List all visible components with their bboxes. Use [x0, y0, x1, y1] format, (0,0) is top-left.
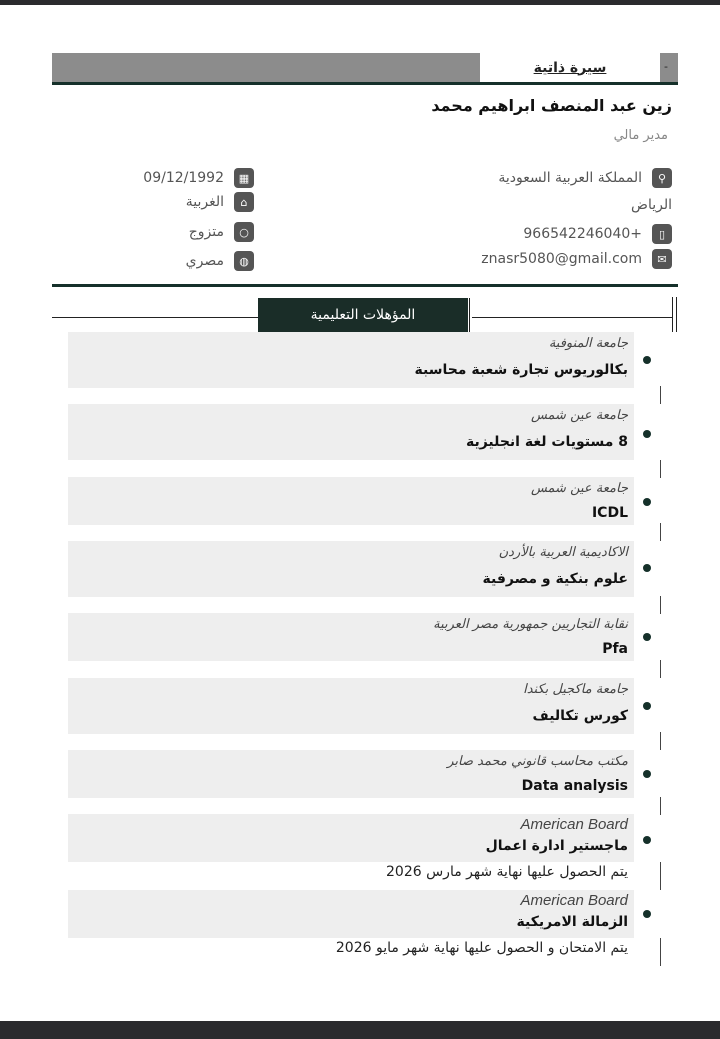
education-item [68, 890, 634, 938]
info-marital [189, 222, 254, 242]
institution: الاكاديمية العربية بالأردن [498, 545, 628, 560]
marital-text: متزوج [188, 224, 224, 240]
city-text: الرياض [631, 197, 672, 213]
email-text[interactable]: znasr5080@gmail.com [481, 251, 642, 267]
edu-line-left [52, 317, 258, 318]
bullet [643, 356, 651, 364]
nationality-text: مصري [185, 253, 224, 269]
email-icon: ✉ [652, 249, 672, 269]
degree: علوم بنكية و مصرفية [482, 571, 628, 587]
home-icon: ⌂ [234, 192, 254, 212]
degree: كورس تكاليف [532, 708, 628, 724]
bottom-border [0, 1021, 720, 1039]
info-city [631, 197, 672, 213]
bullet [643, 498, 651, 506]
country-text: المملكة العربية السعودية [498, 170, 642, 186]
edu-box-line [469, 298, 470, 332]
institution: جامعة المنوفية [548, 336, 628, 351]
timeline-tick [660, 523, 661, 541]
bullet [643, 770, 651, 778]
cv-title: سيرة ذاتية [533, 59, 607, 76]
edu-vbar [676, 297, 677, 332]
info-country [498, 168, 672, 188]
top-border [0, 0, 720, 5]
education-item [68, 678, 634, 734]
note: يتم الحصول عليها نهاية شهر مارس 2026 [386, 864, 628, 880]
institution: American Board [520, 816, 628, 833]
education-item [68, 750, 634, 798]
education-title: المؤهلات التعليمية [258, 298, 468, 332]
full-name: زين عبد المنصف ابراهيم محمد [431, 96, 672, 115]
info-email [481, 249, 672, 269]
location-pin-icon: ⚲ [652, 168, 672, 188]
degree: ICDL [591, 505, 628, 521]
institution: مكتب محاسب قانوني محمد صابر [447, 754, 628, 769]
timeline-tick [660, 938, 661, 966]
bullet [643, 430, 651, 438]
institution: جامعة عين شمس [530, 408, 628, 423]
education-item [68, 332, 634, 388]
institution: American Board [520, 892, 628, 909]
institution: نقابة التجاريين جمهورية مصر العربية [433, 617, 628, 632]
globe-icon: ◍ [234, 251, 254, 271]
region-text: الغربية [185, 194, 224, 210]
degree: Pfa [602, 641, 628, 657]
timeline-tick [660, 660, 661, 678]
bullet [643, 836, 651, 844]
education-item [68, 477, 634, 525]
phone-icon: ▯ [652, 224, 672, 244]
education-item [68, 541, 634, 597]
calendar-icon: ▦ [234, 168, 254, 188]
institution: جامعة عين شمس [530, 481, 628, 496]
timeline-tick [660, 797, 661, 815]
birthdate-text: 09/12/1992 [143, 170, 224, 186]
job-title: مدير مالي [613, 128, 668, 143]
education-item [68, 404, 634, 460]
ring-icon: ○ [234, 222, 254, 242]
degree: الزمالة الامريكية [516, 914, 628, 930]
bullet [643, 633, 651, 641]
bullet [643, 702, 651, 710]
info-phone [523, 224, 672, 244]
section-rule [52, 284, 678, 287]
phone-text: +966542246040 [523, 226, 642, 242]
timeline-tick [660, 460, 661, 478]
info-region [186, 192, 254, 212]
degree: بكالوريوس تجارة شعبة محاسبة [414, 362, 628, 378]
edu-line-right [472, 317, 672, 318]
header-label [480, 53, 660, 82]
note: يتم الامتحان و الحصول عليها نهاية شهر مايو 2026 [335, 940, 628, 956]
degree: 8 مستويات لغة انجليزية [465, 434, 628, 450]
info-nationality [186, 251, 254, 271]
degree: Data analysis [521, 778, 628, 794]
education-item [68, 613, 634, 661]
info-birthdate [143, 168, 254, 188]
timeline-tick [660, 596, 661, 614]
timeline-tick [660, 862, 661, 890]
header-rule [52, 82, 678, 85]
edu-vbar [672, 297, 673, 332]
timeline-tick [660, 386, 661, 404]
institution: جامعة ماكجيل بكندا [523, 682, 628, 697]
degree: ماجستير ادارة اعمال [485, 838, 628, 854]
bullet [643, 910, 651, 918]
timeline-tick [660, 732, 661, 750]
bullet [643, 564, 651, 572]
education-item [68, 814, 634, 862]
header-dash: - [664, 60, 668, 73]
